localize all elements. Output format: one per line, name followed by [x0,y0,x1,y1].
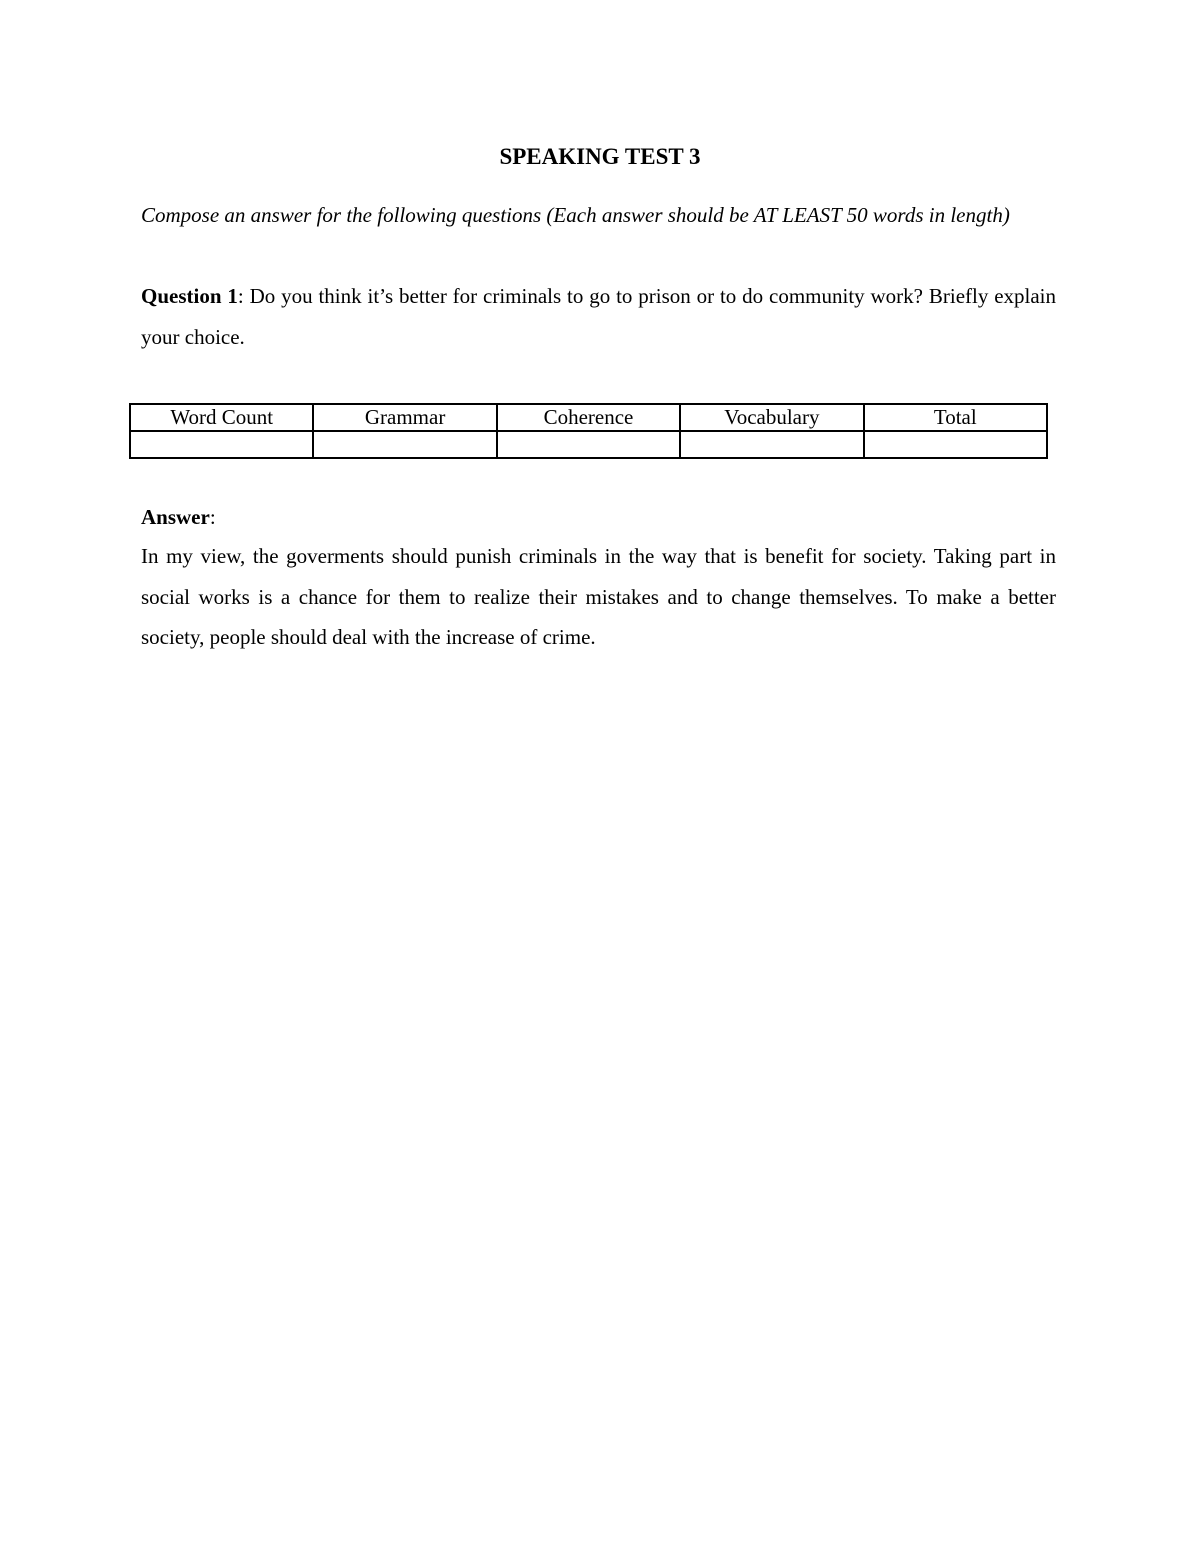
question-label: Question 1 [141,284,238,308]
value-word-count [130,431,313,458]
value-total [864,431,1047,458]
score-table-value-row [130,431,1047,458]
answer-text: In my view, the goverments should punish criminals in the way that is benefit for society. Taking part in social works is a chance for them to realize their mistakes and to change themselves. To make a better society, people should deal with the increase of crime. [141,544,1056,649]
page-title: SPEAKING TEST 3 [499,144,701,169]
instruction-text: Compose an answer for the following questions (Each answer should be AT LEAST 50 words in length) [141,203,1010,227]
value-coherence [497,431,680,458]
question-separator: : [237,284,250,308]
answer-separator: : [209,505,216,529]
value-vocabulary [680,431,863,458]
header-total: Total [864,404,1047,431]
answer-label: Answer [141,505,210,529]
value-grammar [313,431,496,458]
score-table-header-row [130,404,1047,431]
question-1 [141,276,1056,357]
answer-heading [141,497,1056,538]
score-table [129,403,1048,459]
question-text: Do you think it’s better for criminals to go to prison or to do community work? Briefly explain your choice. [141,284,1057,349]
header-coherence: Coherence [497,404,680,431]
header-vocabulary: Vocabulary [680,404,863,431]
header-word-count: Word Count [130,404,313,431]
header-grammar: Grammar [313,404,496,431]
